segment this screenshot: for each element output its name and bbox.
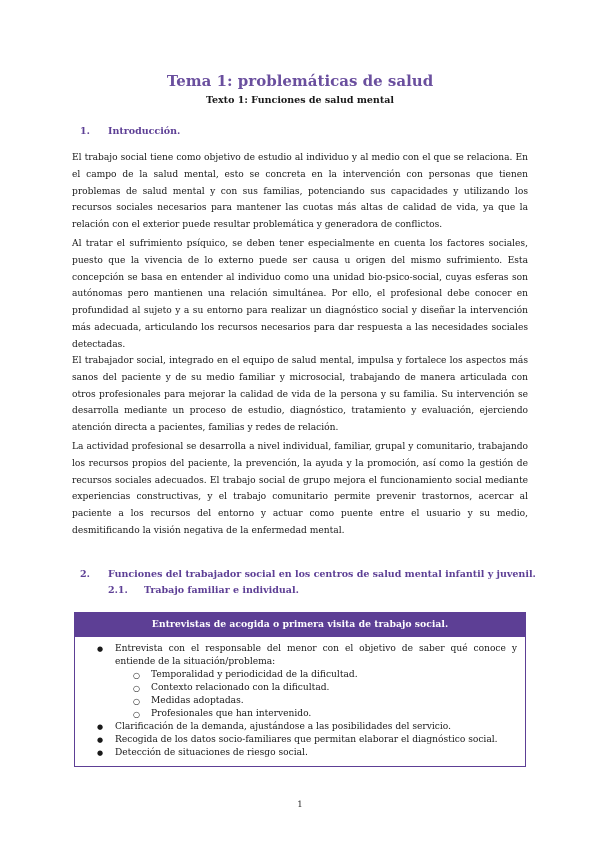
box-header: Entrevistas de acogida o primera visita de trabajo social. (75, 613, 525, 637)
list-item: ● Recogida de los datos socio-familiares que permitan elaborar el diagnóstico social. (75, 734, 525, 747)
document-title: Tema 1: problemáticas de salud (166, 72, 434, 90)
interview-box (74, 612, 526, 767)
subsection-2-1-label: Trabajo familiar e individual. (144, 585, 299, 596)
section-2-number: 2. (80, 569, 90, 580)
subsection-2-1-heading (108, 585, 299, 596)
sublist-item: ○ Contexto relacionado con la dificultad. (75, 682, 525, 695)
section-1-heading (80, 126, 180, 137)
sublist-item: ○ Medidas adoptadas. (75, 695, 525, 708)
subsection-2-1-number: 2.1. (108, 585, 128, 596)
page-number: 1 (297, 800, 303, 810)
list-item: ● Clarificación de la demanda, ajustándose a las posibilidades del servicio. (75, 721, 525, 734)
paragraph-1: El trabajo social tiene como objetivo de estudio al individuo y al medio con el que se relaciona. En el campo de la salud mental, esto se concreta en la intervención con personas que tienen problemas de salud mental y con sus familias, potenciando sus capacidades y utilizando los recursos sociales necesarios para mantener las cuotas más altas de calidad de vida, ya que la relación con el exterior puede resultar problemática y generadora de conflictos. (72, 153, 528, 231)
section-2-label: Funciones del trabajador social en los centros de salud mental infantil y juvenil. (108, 569, 536, 580)
list-item: ● Entrevista con el responsable del menor con el objetivo de saber qué conoce y entiende de la situación/problema: (75, 643, 525, 669)
list-item: ● Detección de situaciones de riesgo social. (75, 747, 525, 760)
sublist-item: ○ Profesionales que han intervenido. (75, 708, 525, 721)
paragraph-3: El trabajador social, integrado en el equipo de salud mental, impulsa y fortalece los aspectos más sanos del paciente y de su medio familiar y microsocial, trabajando de manera articulada con otros profesionales para mejorar la calidad de vida de la persona y su familia. Su intervención se desarrolla mediante un proceso de estudio, diagnóstico, tratamiento y evaluación, ejerciendo atención directa a pacientes, familias y redes de relación. (72, 356, 528, 434)
section-1-label: Introducción. (108, 126, 181, 137)
box-list (75, 643, 525, 760)
sublist-item: ○ Temporalidad y periodicidad de la dificultad. (75, 669, 525, 682)
section-2-heading (80, 569, 536, 580)
document-subtitle: Texto 1: Funciones de salud mental (206, 95, 394, 106)
section-1-number: 1. (80, 126, 90, 137)
paragraph-4: La actividad profesional se desarrolla a nivel individual, familiar, grupal y comunitario, trabajando los recursos propios del paciente, la prevención, la ayuda y la promoción, así como la gestión de recursos sociales adecuados. El trabajo social de grupo mejora el funcionamiento social mediante experiencias constructivas, y el trabajo comunitario permite prevenir trastornos, acercar al paciente a los recursos del entorno y actuar como puente entre el usuario y su medio, desmitificando la visión negativa de la enfermedad mental. (72, 442, 528, 536)
paragraph-2: Al tratar el sufrimiento psíquico, se deben tener especialmente en cuenta los factores sociales, puesto que la vivencia de lo externo puede ser causa u origen del mismo sufrimiento. Esta concepción se basa en entender al individuo como una unidad bio-psico-social, cuyas esferas son autónomas pero mantienen una relación simultánea. Por ello, el profesional debe conocer en profundidad al sujeto y a su entorno para realizar un diagnóstico social y diseñar la intervención más adecuada, articulando los recursos necesarios para dar respuesta a las necesidades sociales detectadas. (72, 239, 528, 350)
